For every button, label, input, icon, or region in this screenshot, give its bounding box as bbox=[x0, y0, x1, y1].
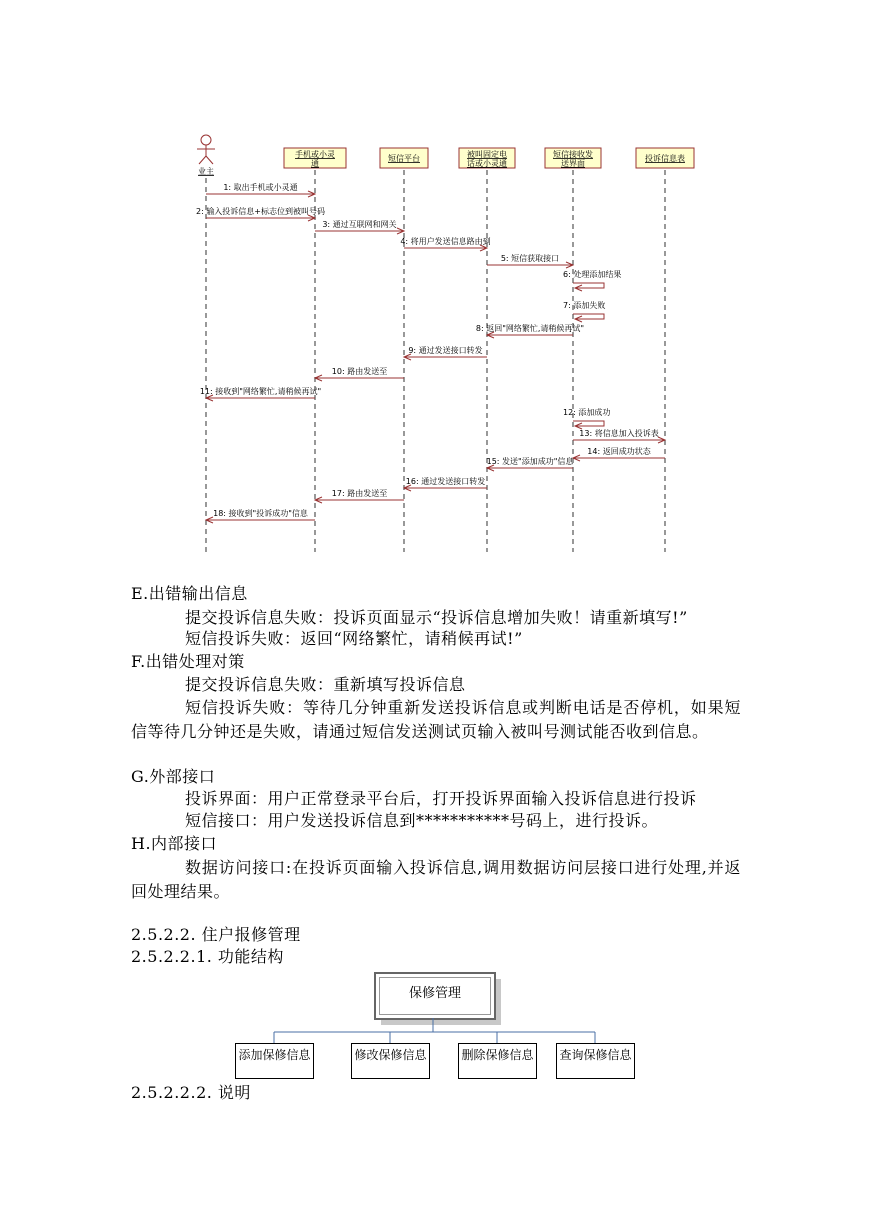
h-paragraph: 数据访问接口:在投诉页面输入投诉信息,调用数据访问层接口进行处理,并返回处理结果。 bbox=[131, 858, 741, 901]
e-line-2: 短信投诉失败：返回“网络繁忙，请稍候再试!” bbox=[185, 629, 523, 648]
child-box-delete bbox=[458, 1043, 537, 1079]
message-label-11: 11: 接收到"网络繁忙,请稍候再试" bbox=[199, 387, 322, 396]
message-label-1: 1: 取出手机或小灵通 bbox=[223, 183, 298, 192]
section-heading-structure: 2.5.2.2.1. 功能结构 bbox=[131, 947, 284, 966]
lifeline-label-2: 短信平台 bbox=[388, 154, 420, 163]
message-label-17: 17: 路由发送至 bbox=[331, 489, 388, 498]
section-heading-repair: 2.5.2.2. 住户报修管理 bbox=[131, 925, 301, 944]
f-paragraph: 短信投诉失败：等待几分钟重新发送投诉信息或判断电话是否停机，如果短信等待几分钟还是失败，请通过短信发送测试页输入被叫号测试能否收到信息。 bbox=[131, 698, 741, 741]
message-label-15: 15: 发送"添加成功"信息 bbox=[486, 457, 574, 466]
e-line-1: 提交投诉信息失败：投诉页面显示“投诉信息增加失败！请重新填写!” bbox=[185, 608, 688, 627]
message-label-4: 4: 将用户发送信息路由到 bbox=[400, 237, 491, 246]
message-label-12: 12: 添加成功 bbox=[563, 408, 611, 417]
message-label-5: 5: 短信获取接口 bbox=[500, 254, 560, 263]
lifeline-label-1: 通 bbox=[311, 159, 319, 168]
child-box-edit bbox=[351, 1043, 430, 1079]
lifeline-label-5: 投诉信息表 bbox=[645, 154, 685, 163]
section-heading-description: 2.5.2.2.2. 说明 bbox=[131, 1083, 251, 1102]
lifeline-label-3: 被叫固定电 bbox=[467, 150, 507, 159]
message-label-3: 3: 通过互联网和网关 bbox=[322, 220, 397, 229]
message-label-7: 7: 添加失败 bbox=[563, 301, 606, 310]
lifeline-label-4: 送界面 bbox=[561, 159, 585, 168]
message-label-13: 13: 将信息加入投诉表 bbox=[579, 429, 659, 438]
lifeline-label-4: 短信接收发 bbox=[553, 150, 593, 159]
heading-g: G.外部接口 bbox=[131, 767, 216, 786]
g-line-2: 短信接口：用户发送投诉信息到***********号码上，进行投诉。 bbox=[185, 811, 659, 830]
message-label-9: 9: 通过发送接口转发 bbox=[408, 346, 483, 355]
lifeline-label-3: 话或小灵通 bbox=[467, 159, 507, 168]
child-label-query: 查询保修信息 bbox=[559, 1048, 632, 1062]
heading-e: E.出错输出信息 bbox=[131, 584, 248, 603]
actor-label: 业主 bbox=[198, 167, 214, 176]
heading-f: F.出错处理对策 bbox=[131, 652, 245, 671]
message-label-8: 8: 返回"网络繁忙,请稍候再试" bbox=[475, 324, 585, 333]
g-line-1: 投诉界面：用户正常登录平台后，打开投诉界面输入投诉信息进行投诉 bbox=[185, 789, 697, 808]
f-line-1: 提交投诉信息失败：重新填写投诉信息 bbox=[185, 675, 466, 694]
child-box-query bbox=[556, 1043, 635, 1079]
message-label-14: 14: 返回成功状态 bbox=[587, 447, 651, 456]
message-label-2: 2: 输入投诉信息+标志位到被叫号码 bbox=[195, 207, 326, 216]
child-label-edit: 修改保修信息 bbox=[354, 1048, 427, 1062]
child-label-add: 添加保修信息 bbox=[238, 1048, 311, 1062]
message-label-18: 18: 接收到"投诉成功"信息 bbox=[213, 509, 308, 518]
heading-h: H.内部接口 bbox=[131, 834, 218, 853]
root-label: 保修管理 bbox=[408, 986, 461, 1001]
child-box-add bbox=[235, 1043, 314, 1079]
message-label-16: 16: 通过发送接口转发 bbox=[405, 477, 486, 486]
message-label-6: 6: 处理添加结果 bbox=[563, 270, 622, 279]
child-label-delete: 删除保修信息 bbox=[461, 1048, 534, 1062]
message-label-10: 10: 路由发送至 bbox=[331, 367, 388, 376]
lifeline-label-1: 手机或小灵 bbox=[295, 150, 335, 159]
